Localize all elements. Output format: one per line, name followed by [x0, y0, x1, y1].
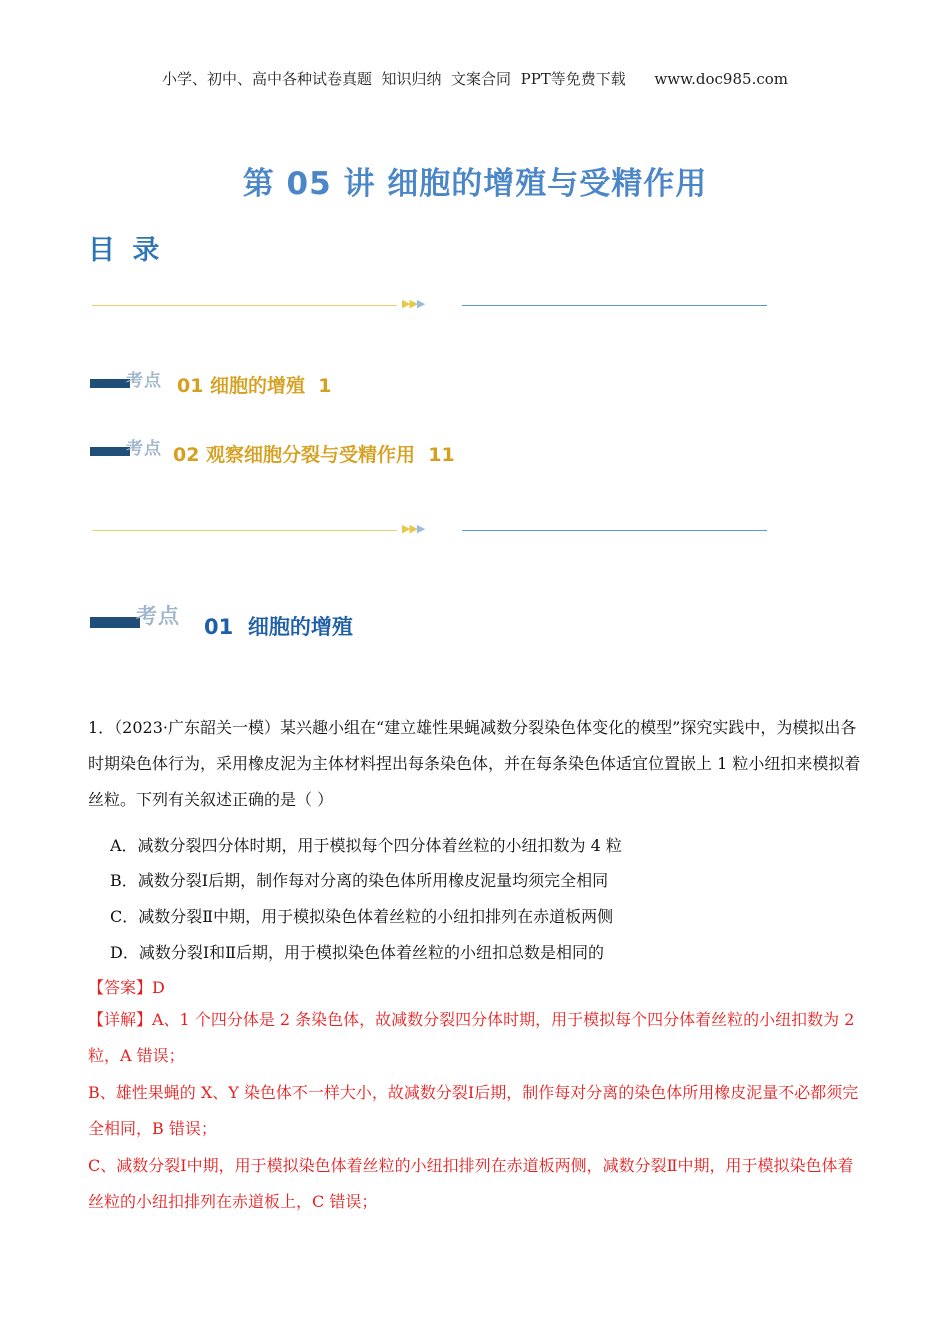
divider-line-right	[462, 530, 767, 531]
divider-arrows-icon: ▶▶▶	[402, 522, 425, 535]
divider-arrows-icon: ▶▶▶	[402, 297, 425, 310]
divider-line-right	[462, 305, 767, 306]
toc-badge-2	[90, 434, 170, 458]
option-a: A．减数分裂四分体时期，用于模拟每个四分体着丝粒的小纽扣数为 4 粒	[110, 836, 622, 855]
explanation-a: 【详解】A、1 个四分体是 2 条染色体，故减数分裂四分体时期，用于模拟每个四分体着丝粒的小纽扣数为 2 粒，A 错误；	[88, 1010, 855, 1065]
badge-label: 考点	[136, 603, 180, 628]
badge-bar	[90, 617, 140, 628]
explanation-b: B、雄性果蝇的 X、Y 染色体不一样大小，故减数分裂Ⅰ后期，制作每对分离的染色体所用橡皮泥量不必都须完全相同，B 错误；	[88, 1083, 859, 1138]
badge-bar	[90, 447, 130, 456]
toc-entry-2[interactable]: 02 观察细胞分裂与受精作用 11	[173, 444, 455, 466]
section-badge	[90, 600, 190, 630]
option-d: D．减数分裂Ⅰ和Ⅱ后期，用于模拟染色体着丝粒的小纽扣总数是相同的	[110, 943, 605, 962]
badge-label: 考点	[126, 371, 162, 391]
section-heading: 01 细胞的增殖	[204, 615, 353, 639]
divider-line-left	[92, 530, 397, 531]
toc-heading: 目 录	[88, 235, 164, 266]
badge-label: 考点	[126, 439, 162, 459]
divider-line-left	[92, 305, 397, 306]
answer-line: 【答案】D	[88, 978, 165, 997]
badge-bar	[90, 379, 130, 388]
question-stem: 1．（2023·广东韶关一模）某兴趣小组在“建立雄性果蝇减数分裂染色体变化的模型”探究实践中，为模拟出各时期染色体行为，采用橡皮泥为主体材料捏出每条染色体，并在每条染色体适宜位置嵌上 1 粒小纽扣来模拟着丝粒。下列有关叙述正确的是（ ）	[88, 718, 861, 809]
page-header: 小学、初中、高中各种试卷真题 知识归纳 文案合同 PPT等免费下载 www.doc985.com	[161, 70, 788, 88]
toc-badge-1	[90, 366, 170, 390]
option-b: B．减数分裂Ⅰ后期，制作每对分离的染色体所用橡皮泥量均须完全相同	[110, 871, 609, 890]
document-title: 第 05 讲 细胞的增殖与受精作用	[242, 166, 708, 202]
option-c: C．减数分裂Ⅱ中期，用于模拟染色体着丝粒的小纽扣排列在赤道板两侧	[110, 907, 614, 926]
explanation-c: C、减数分裂Ⅰ中期，用于模拟染色体着丝粒的小纽扣排列在赤道板两侧，减数分裂Ⅱ中期，用于模拟染色体着丝粒的小纽扣排列在赤道板上，C 错误；	[88, 1156, 854, 1211]
divider-bottom	[92, 522, 767, 537]
toc-entry-1[interactable]: 01 细胞的增殖 1	[177, 375, 332, 397]
divider-top	[92, 297, 767, 312]
